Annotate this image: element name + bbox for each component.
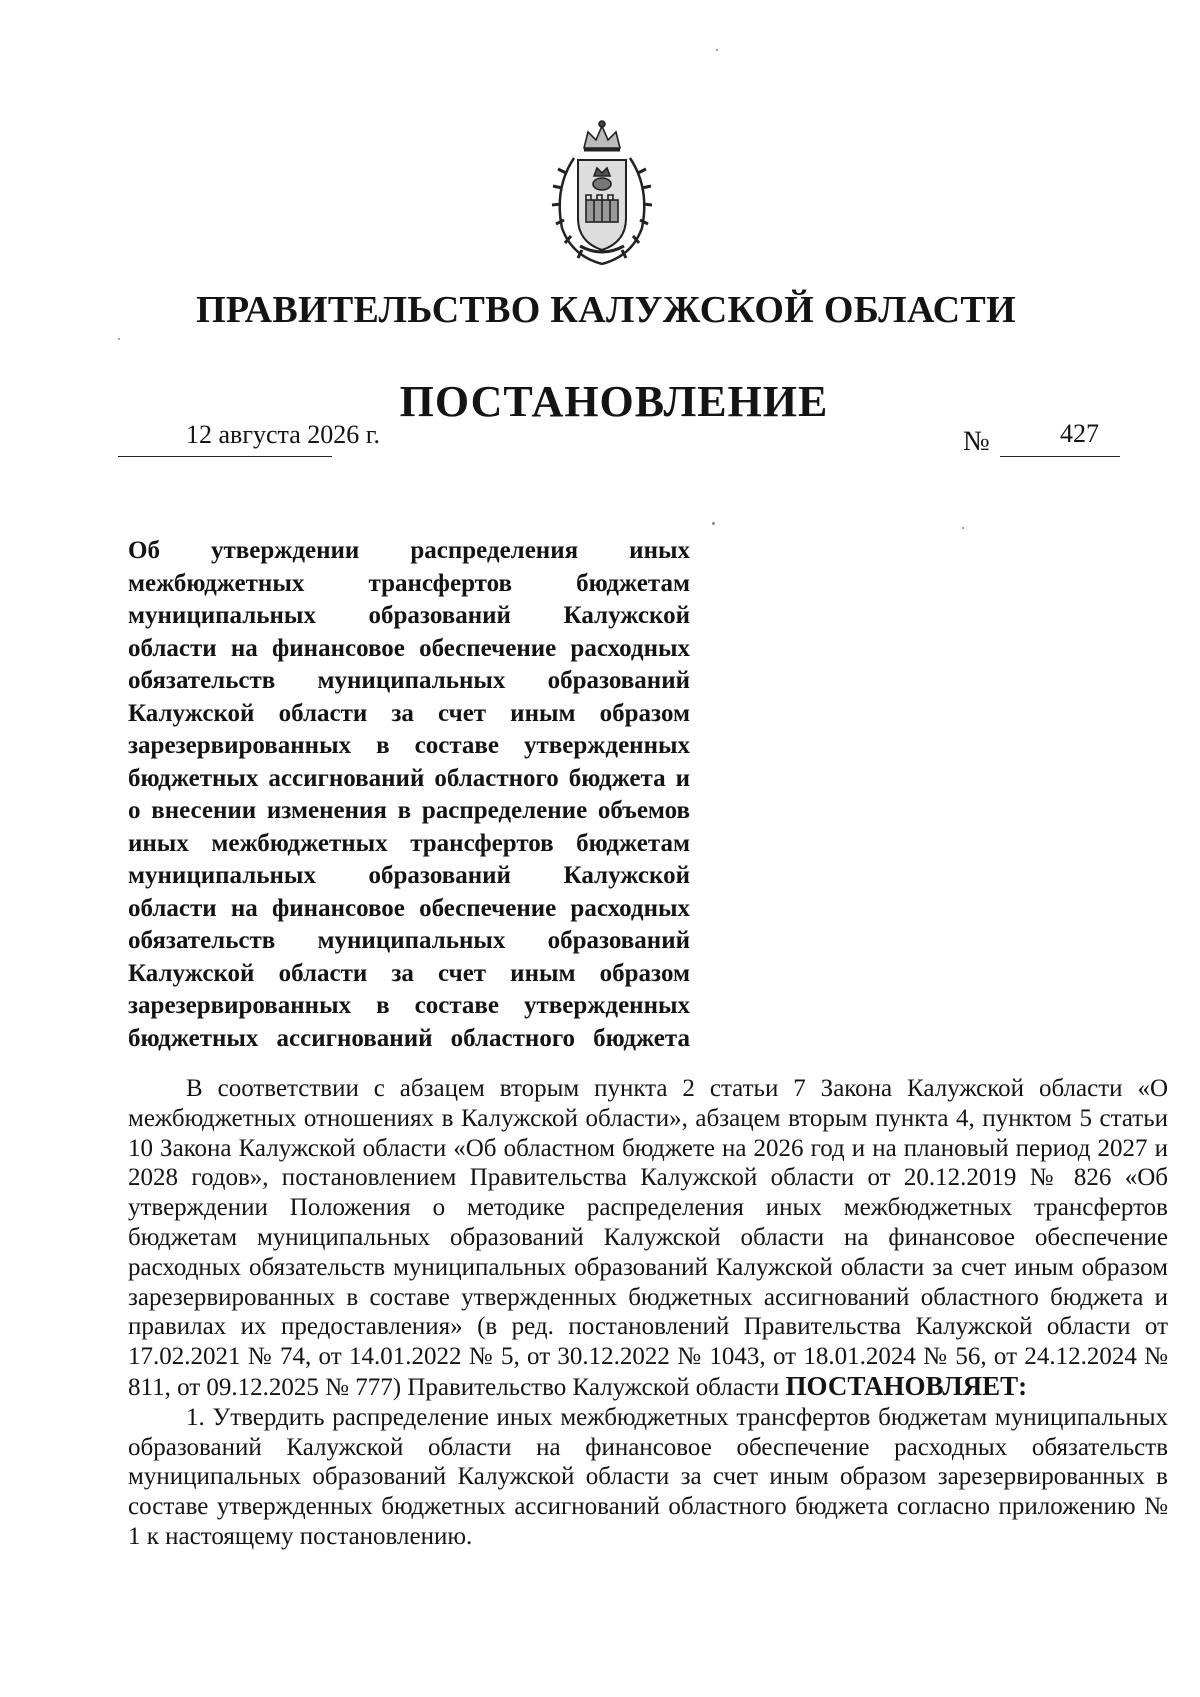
coat-of-arms-icon — [544, 118, 660, 268]
scan-speck — [118, 338, 120, 340]
document-number: 427 — [1060, 419, 1099, 448]
preamble-paragraph — [128, 1074, 1168, 1403]
scan-speck — [716, 49, 718, 51]
date-underline — [118, 456, 332, 457]
scan-speck — [712, 522, 715, 525]
item-1-paragraph: 1. Утвердить распределение иных межбюджетных трансфертов бюджетам муниципальных образований Калужской области на финансовое обеспечение расходных обязательств муниципальных образований Калужской области за счет иным образом зарезервированных в составе утвержденных бюджетных ассигнований областного бюджета согласно приложению № 1 к настоящему постановлению. — [128, 1403, 1168, 1550]
document-subject: Об утверждении распределения иных межбюджетных трансфертов бюджетам муниципальных образований Калужской области на финансовое обеспечение расходных обязательств муниципальных образований Калужской области за счет иным образом зарезервированных в составе утвержденных бюджетных ассигнований областного бюджета и о внесении изменения в распределение объемов иных межбюджетных трансфертов бюджетам муниципальных образований Калужской области на финансовое обеспечение расходных обязательств муниципальных образований Калужской области за счет иным образом зарезервированных в составе утвержденных бюджетных ассигнований областного бюджета — [128, 537, 690, 1052]
document-date: 12 августа 2026 г. — [186, 420, 380, 449]
decree-word: ПОСТАНОВЛЯЕТ: — [785, 1370, 1028, 1401]
document-body — [128, 1074, 1168, 1552]
preamble-text: В соответствии с абзацем вторым пункта 2 статьи 7 Закона Калужской области «О межбюджетных отношениях в Калужской области», абзацем вторым пункта 4, пунктом 5 статьи 10 Закона Калужской области «Об областном бюджете на 2026 год и на плановый период 2027 и 2028 годов», постановлением Правительства Калужской области от 20.12.2019 № 826 «Об утверждении Положения о методике распределения иных межбюджетных трансфертов бюджетам муниципальных образований Калужской области на финансовое обеспечение расходных обязательств муниципальных образований Калужской области за счет иным образом зарезервированных в составе утвержденных бюджетных ассигнований областного бюджета и правилах их предоставления» (в ред. постановлений Правительства Калужской области от 17.02.2021 № 74, от 14.01.2022 № 5, от 30.12.2022 № 1043, от 18.01.2024 № 56, от 24.12.2024 № 811, от 09.12.2025 № 777) Правительство Калужской области — [128, 1075, 1168, 1401]
organization-title: ПРАВИТЕЛЬСТВО КАЛУЖСКОЙ ОБЛАСТИ — [196, 289, 1016, 331]
scan-speck — [962, 527, 964, 529]
document-number-label: № — [963, 426, 990, 457]
number-underline — [1000, 456, 1120, 457]
document-type-title: ПОСТАНОВЛЕНИЕ — [399, 377, 829, 426]
